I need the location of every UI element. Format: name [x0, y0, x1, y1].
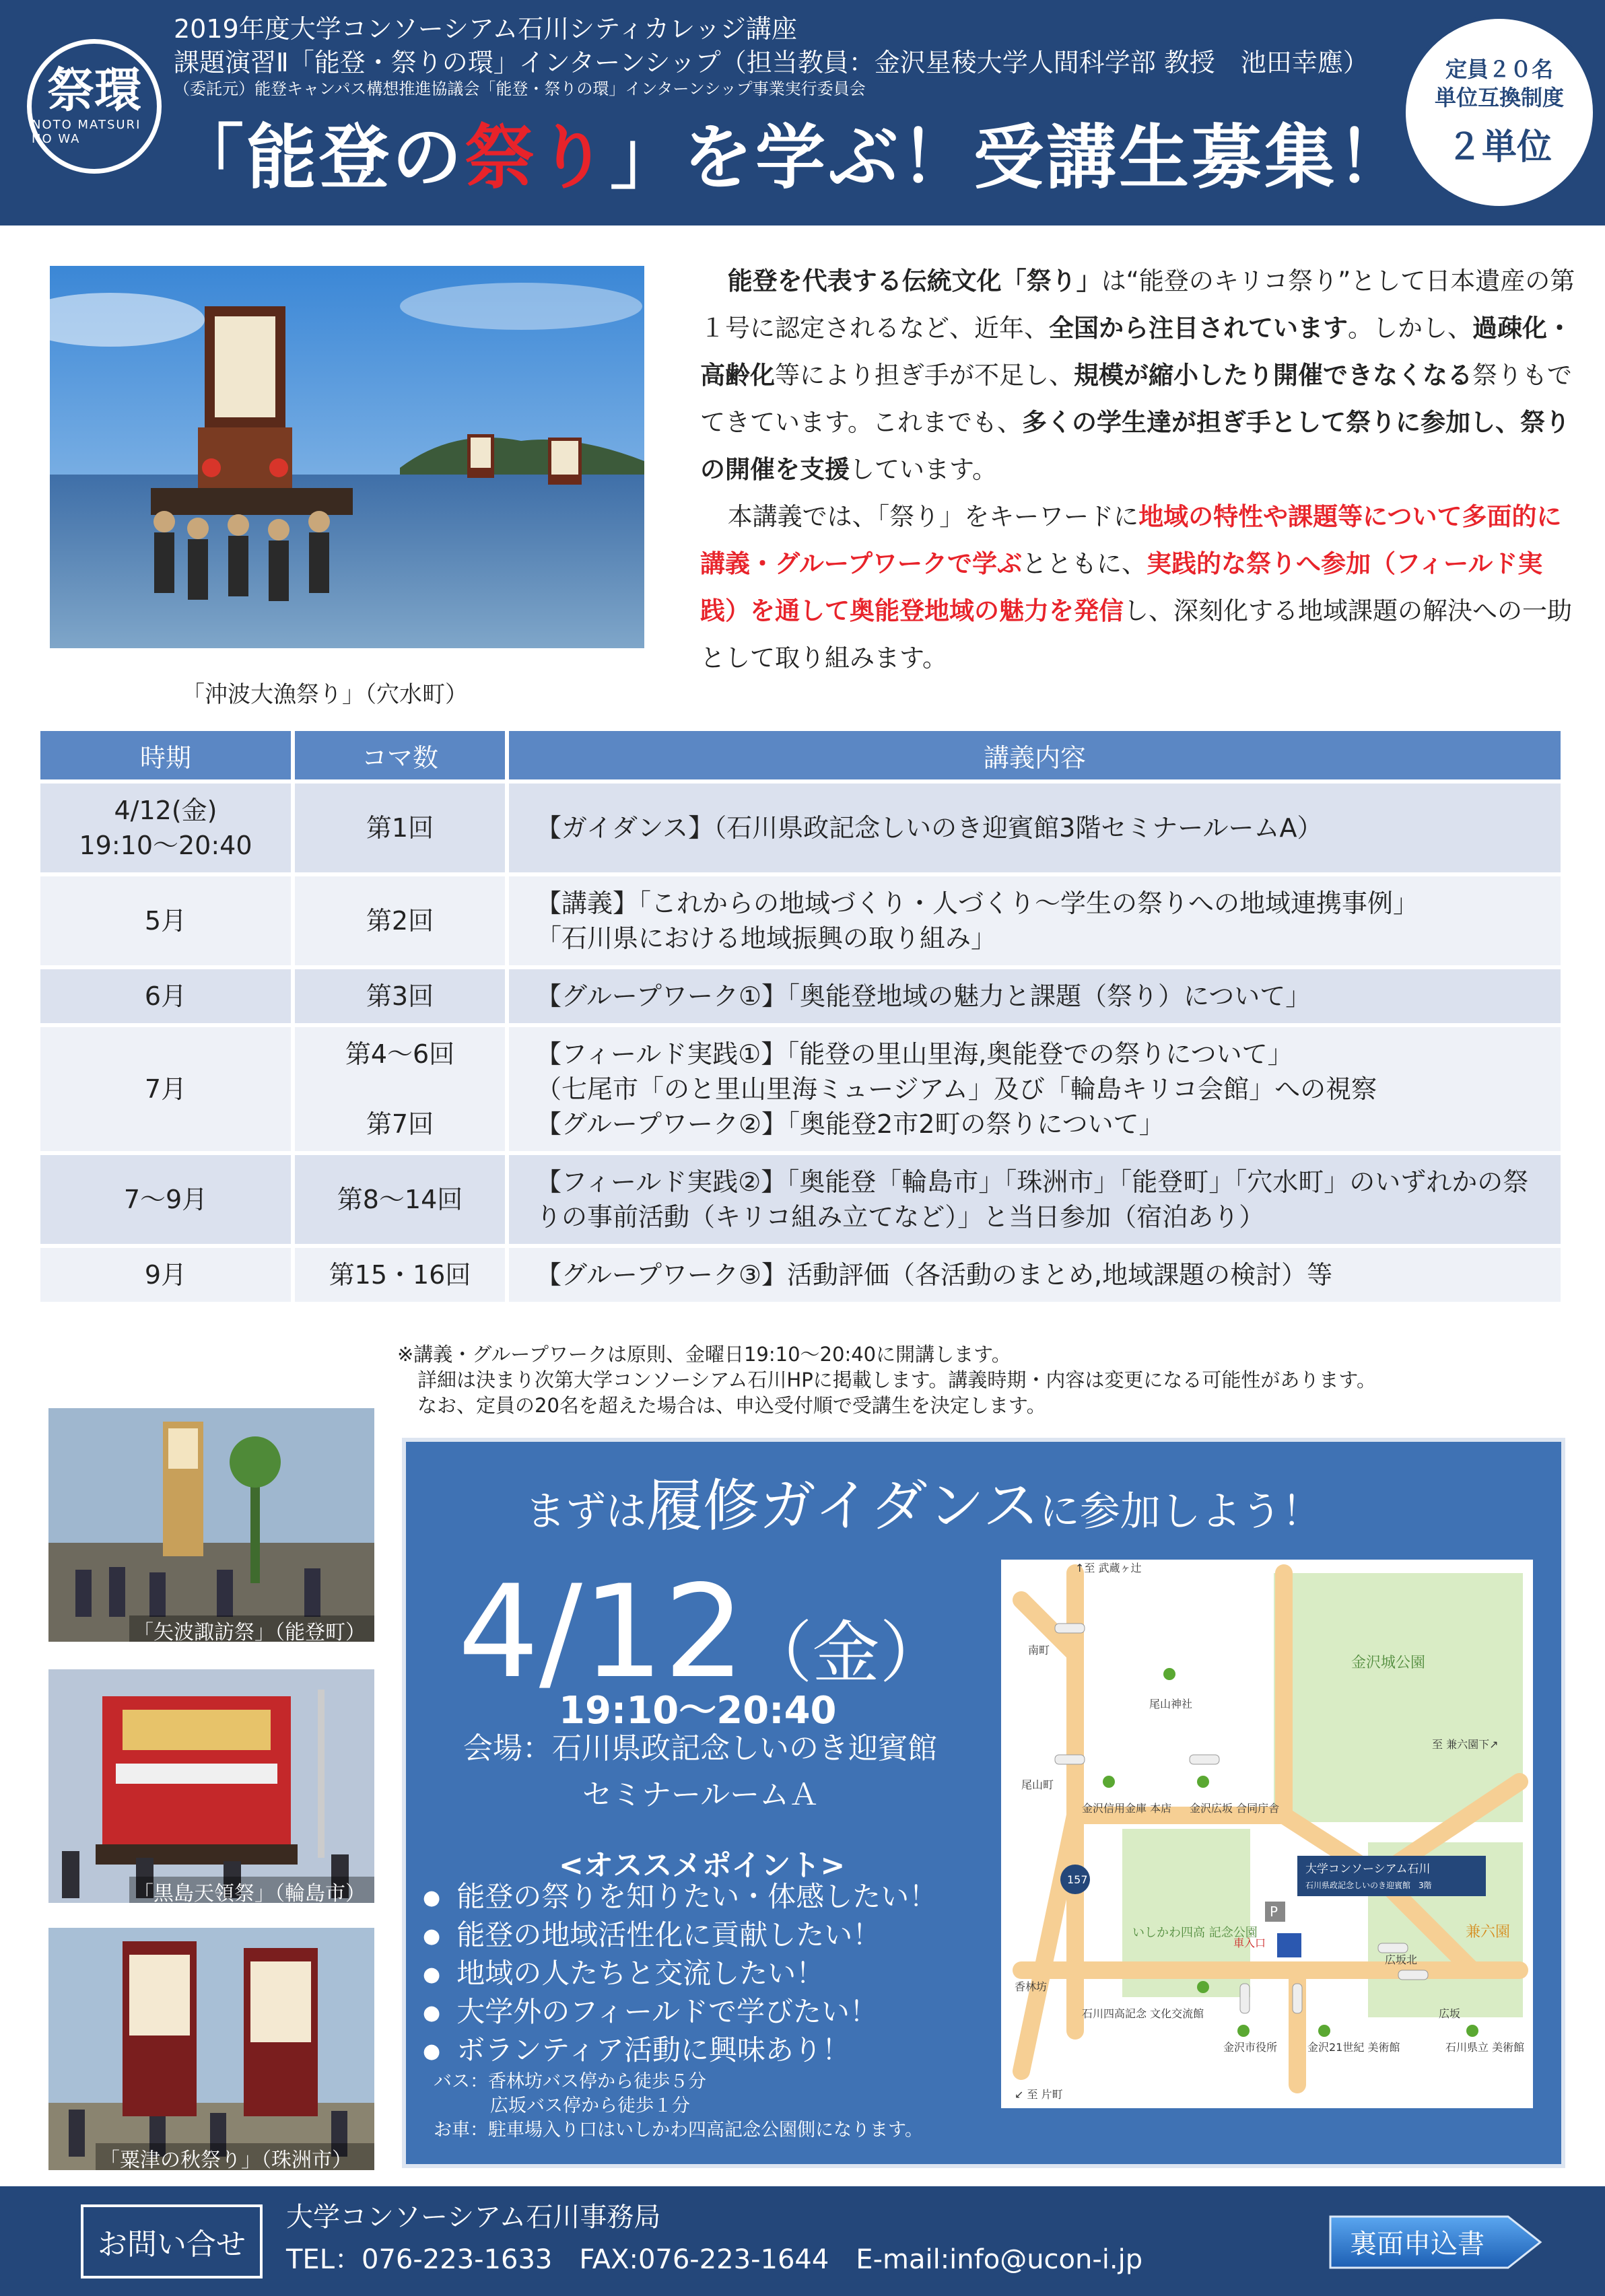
landmark-dot — [1197, 1981, 1209, 1993]
table-row — [40, 784, 1565, 872]
logo-text: 祭環 — [47, 63, 141, 118]
office-name: 大学コンソーシアム石川事務局 — [286, 2202, 661, 2233]
guidance-day-of-week: （金） — [745, 1613, 947, 1692]
cell-content: 【ガイダンス】（石川県政記念しいのき迎賓館3階セミナールームA） — [509, 784, 1565, 872]
intro-2e: し、深刻化する地域課題の解決への一助として取り組みます。 — [700, 596, 1572, 672]
intro-1f: 等により担ぎ手が不足し、 — [775, 361, 1074, 390]
cell-content: 【グループワーク③】活動評価（各活動のまとめ,地域課題の検討）等 — [509, 1248, 1565, 1302]
cell-content: 【グループワーク①】「奥能登地域の魅力と課題（祭り）について」 — [509, 969, 1565, 1023]
course-title: 2019年度大学コンソーシアム石川シティカレッジ講座 — [174, 14, 797, 44]
cell-period: 4/12(金) 19:10～20:40 — [40, 784, 295, 872]
map-label-kenrokuen-shita: 至 兼六園下↗ — [1432, 1738, 1499, 1751]
map-label-kanazawa-castle: 金沢城公園 — [1351, 1655, 1426, 1671]
note-line-1: ※講義・グループワークは原則、金曜日19:10～20:40に開講します。 — [397, 1343, 1011, 1366]
intro-paragraph-2 — [700, 493, 1575, 682]
map-label-shiko-museum: 石川四高記念 文化交流館 — [1082, 2007, 1204, 2020]
cell-sessions: 第8～14回 — [295, 1155, 509, 1244]
intro-1e: 過疎化・高齢化 — [700, 314, 1572, 390]
headline — [174, 101, 1410, 202]
traffic-light-icon — [1055, 1755, 1085, 1764]
photo4-caption: 「粟津の秋祭り」（珠洲市） — [96, 2143, 374, 2170]
headline-red: 祭り — [465, 116, 611, 199]
intro-1i: 多くの学生達が担ぎ手として祭りに参加し、祭りの開催を支援 — [700, 408, 1571, 484]
yanami-festival-photo — [48, 1408, 374, 1642]
apply-form-label[interactable]: 裏面申込書 — [1350, 2229, 1484, 2260]
list-item: ● 能登の地域活性化に貢献したい！ — [423, 1916, 937, 1955]
guidance-date-value: 4/12 — [458, 1558, 745, 1706]
cell-period: 6月 — [40, 969, 295, 1023]
traffic-light-icon — [1240, 1984, 1250, 2013]
intro-1c: 全国から注目されています — [1049, 314, 1348, 343]
traffic-light-icon — [1398, 1970, 1428, 1980]
headline-post: 」を学ぶ！受講生募集！ — [610, 116, 1410, 199]
landmark-dot — [1237, 2025, 1250, 2037]
landmark-dot — [1197, 1776, 1209, 1788]
cell-period: 5月 — [40, 876, 295, 965]
contact-details — [286, 2238, 1142, 2276]
table-header-row — [40, 731, 1565, 779]
map-label-cityhall: 金沢市役所 — [1223, 2041, 1278, 2054]
intro-2a: 本講義では、「祭り」をキーワードに — [727, 502, 1139, 531]
kuroshima-festival-photo — [48, 1669, 374, 1903]
access-info — [434, 2070, 923, 2143]
badge-capacity: 定員２０名 — [1445, 56, 1553, 82]
intro-1d: 。しかし、 — [1348, 314, 1472, 343]
cell-content: 【フィールド実践①】「能登の里山里海,奥能登での祭りについて」 （七尾市「のと里山里海ミュージアム」及び「輪島キリコ会館」への視察 【グループワーク②】「奥能登2市2町の祭りについて」 — [509, 1027, 1565, 1151]
list-item: ● 大学外のフィールドで学びたい！ — [423, 1993, 937, 2031]
table-row — [40, 876, 1565, 965]
list-item: ● 能登の祭りを知りたい・体感したい！ — [423, 1878, 937, 1916]
cell-period: 9月 — [40, 1248, 295, 1302]
cell-content: 【講義】「これからの地域づくり・人づくり～学生の祭りへの地域連携事例」 「石川県における地域振興の取り組み」 — [509, 876, 1565, 965]
okinami-festival-photo — [50, 266, 644, 648]
map-label-pref-museum: 石川県立 美術館 — [1445, 2041, 1525, 2054]
access-car: お車：駐車場入り口はいしかわ四高記念公園側になります。 — [434, 2120, 923, 2141]
photo3-caption: 「黒島天領祭」（輪島市） — [129, 1877, 374, 1903]
note-line-3: なお、定員の20名を超えた場合は、申込受付順で受講生を決定します。 — [417, 1394, 1046, 1417]
guidance-title — [525, 1461, 1322, 1542]
cell-sessions: 第15・16回 — [295, 1248, 509, 1302]
capacity-badge — [1402, 15, 1597, 210]
badge-credit-system: 単位互換制度 — [1434, 84, 1564, 110]
schedule-table — [40, 727, 1565, 1306]
guidance-venue-room: セミナールームＡ — [582, 1778, 819, 1812]
map-label-top-road: ↑至 武蔵ヶ辻 — [1075, 1562, 1142, 1574]
intro-1g: 規模が縮小したり開催できなくなる — [1074, 361, 1472, 390]
map-label-hirosaka-kita: 広坂北 — [1385, 1953, 1418, 1966]
course-subtitle: 課題演習Ⅱ「能登・祭りの環」インターンシップ（担当教員：金沢星稜大学人間科学部 教授 池田幸應） — [174, 48, 1369, 77]
guidance-date — [458, 1558, 947, 1706]
photo2-caption: 「矢波諏訪祭」（能登町） — [129, 1615, 374, 1642]
cell-period: 7月 — [40, 1027, 295, 1151]
landmark-dot — [1163, 1668, 1175, 1680]
cell-sessions: 第3回 — [295, 969, 509, 1023]
destination-callout — [1297, 1856, 1486, 1896]
intro-text — [700, 258, 1575, 682]
intro-2b: 地域の特性や課題等について多面的に講義・グループワークで学ぶ — [700, 502, 1562, 578]
note-line-2: 詳細は決まり次第大学コンソーシアム石川HPに掲載します。講義時期・内容は変更になる可能性があります。 — [417, 1368, 1377, 1391]
guidance-title-post: に参加しよう！ — [1039, 1488, 1322, 1535]
list-item: ● 地域の人たちと交流したい！ — [423, 1955, 937, 1993]
intro-1h: 祭りもでてきています。これまでも、 — [700, 361, 1572, 437]
map-label-oyama-jinja: 尾山神社 — [1149, 1698, 1193, 1710]
badge-credits: ２単位 — [1446, 127, 1552, 168]
intro-paragraph-1 — [700, 258, 1575, 493]
logo — [27, 39, 162, 174]
commissioner-line: （委託元）能登キャンパス構想推進協議会「能登・祭りの環」インターンシップ事業実行委員会 — [174, 79, 866, 98]
col-header-sessions: コマ数 — [295, 731, 509, 779]
main-photo-caption: 「沖波大漁祭り」（穴水町） — [182, 681, 468, 708]
table-row — [40, 1155, 1565, 1244]
schedule-note — [397, 1342, 1376, 1418]
map-label-museum21: 金沢21世紀 美術館 — [1307, 2041, 1400, 2054]
landmark-dot — [1318, 2025, 1330, 2037]
awazu-festival-photo — [48, 1928, 374, 2170]
cell-content: 【フィールド実践②】「奥能登「輪島市」「珠洲市」「能登町」「穴水町」のいずれかの祭りの事前活動（キリコ組み立てなど）」と当日参加（宿泊あり） — [509, 1155, 1565, 1244]
map-label-katamachi: ↙ 至 片町 — [1015, 2088, 1063, 2101]
guidance-venue: 会場：石川県政記念しいのき迎賓館 — [463, 1731, 937, 1766]
intro-2d: 実践的な祭りへ参加（フィールド実践）を通して奥能登地域の魅力を発信 — [700, 549, 1543, 625]
traffic-light-icon — [1378, 1943, 1408, 1953]
cell-sessions: 第2回 — [295, 876, 509, 965]
map-label-kenrokuen: 兼六園 — [1466, 1924, 1511, 1941]
intro-1a: 能登を代表する伝統文化「祭り」 — [727, 267, 1101, 295]
contact-button[interactable]: お問い合せ — [81, 2204, 263, 2278]
col-header-period: 時期 — [40, 731, 295, 779]
map-label-shinkin: 金沢信用金庫 本店 — [1082, 1802, 1172, 1815]
map-label-minamicho: 南町 — [1028, 1644, 1050, 1657]
access-bus-2: 広坂バス停から徒歩１分 — [490, 2095, 690, 2116]
access-map — [1001, 1560, 1533, 2108]
guidance-title-pre: まずは — [525, 1488, 646, 1535]
contact-tel: TEL：076-223-1633 — [286, 2244, 553, 2275]
list-item: ● ボランティア活動に興味あり！ — [423, 2031, 937, 2070]
map-label-hirosaka-godo: 金沢広坂 合同庁舎 — [1190, 1802, 1280, 1815]
cell-sessions: 第4～6回 第7回 — [295, 1027, 509, 1151]
table-row — [40, 1027, 1565, 1151]
access-bus-1: バス：香林坊バス停から徒歩５分 — [434, 2071, 706, 2092]
landmark-dot — [1466, 2025, 1478, 2037]
map-label-oyamacho: 尾山町 — [1021, 1778, 1054, 1791]
logo-subtext: NOTO MATSURI NO WA — [32, 118, 141, 146]
table-row — [40, 969, 1565, 1023]
map-label-university: 大学コンソーシアム石川 — [1305, 1863, 1431, 1876]
recommend-points-title: <オススメポイント> — [559, 1848, 846, 1883]
landmark-dot — [1103, 1776, 1115, 1788]
traffic-light-icon — [1190, 1755, 1219, 1764]
intro-1b: は“能登のキリコ祭り”として日本遺産の第１号に認定されるなど、近年、 — [700, 267, 1575, 343]
cell-period: 7～9月 — [40, 1155, 295, 1244]
map-label-entrance: 車入口 — [1233, 1937, 1266, 1949]
traffic-light-icon — [1293, 1984, 1302, 2013]
contact-fax: FAX:076-223-1644 — [579, 2244, 829, 2275]
cell-sessions: 第1回 — [295, 784, 509, 872]
intro-2c: とともに、 — [1022, 549, 1147, 578]
col-header-content: 講義内容 — [509, 731, 1565, 779]
traffic-light-icon — [1055, 1624, 1085, 1633]
guidance-time: 19:10～20:40 — [559, 1689, 837, 1733]
headline-pre: 「能登の — [174, 116, 465, 199]
guidance-title-big: 履修ガイダンス — [646, 1473, 1039, 1539]
map-label-university-sub: 石川県政記念しいのき迎賓館 3階 — [1305, 1881, 1432, 1890]
recommend-points-list — [423, 1878, 937, 2070]
table-row — [40, 1248, 1565, 1302]
map-label-hirosaka: 広坂 — [1439, 2007, 1461, 2020]
map-label-parking: P — [1270, 1904, 1278, 1920]
intro-1j: しています。 — [850, 455, 998, 484]
contact-email[interactable]: E-mail:info@ucon-i.jp — [856, 2244, 1143, 2275]
map-label-shiko-park: いしかわ四高 記念公園 — [1132, 1926, 1258, 1940]
map-label-route: 157 — [1067, 1873, 1088, 1886]
map-label-korinbo: 香林坊 — [1015, 1980, 1048, 1993]
destination-marker — [1277, 1933, 1301, 1957]
